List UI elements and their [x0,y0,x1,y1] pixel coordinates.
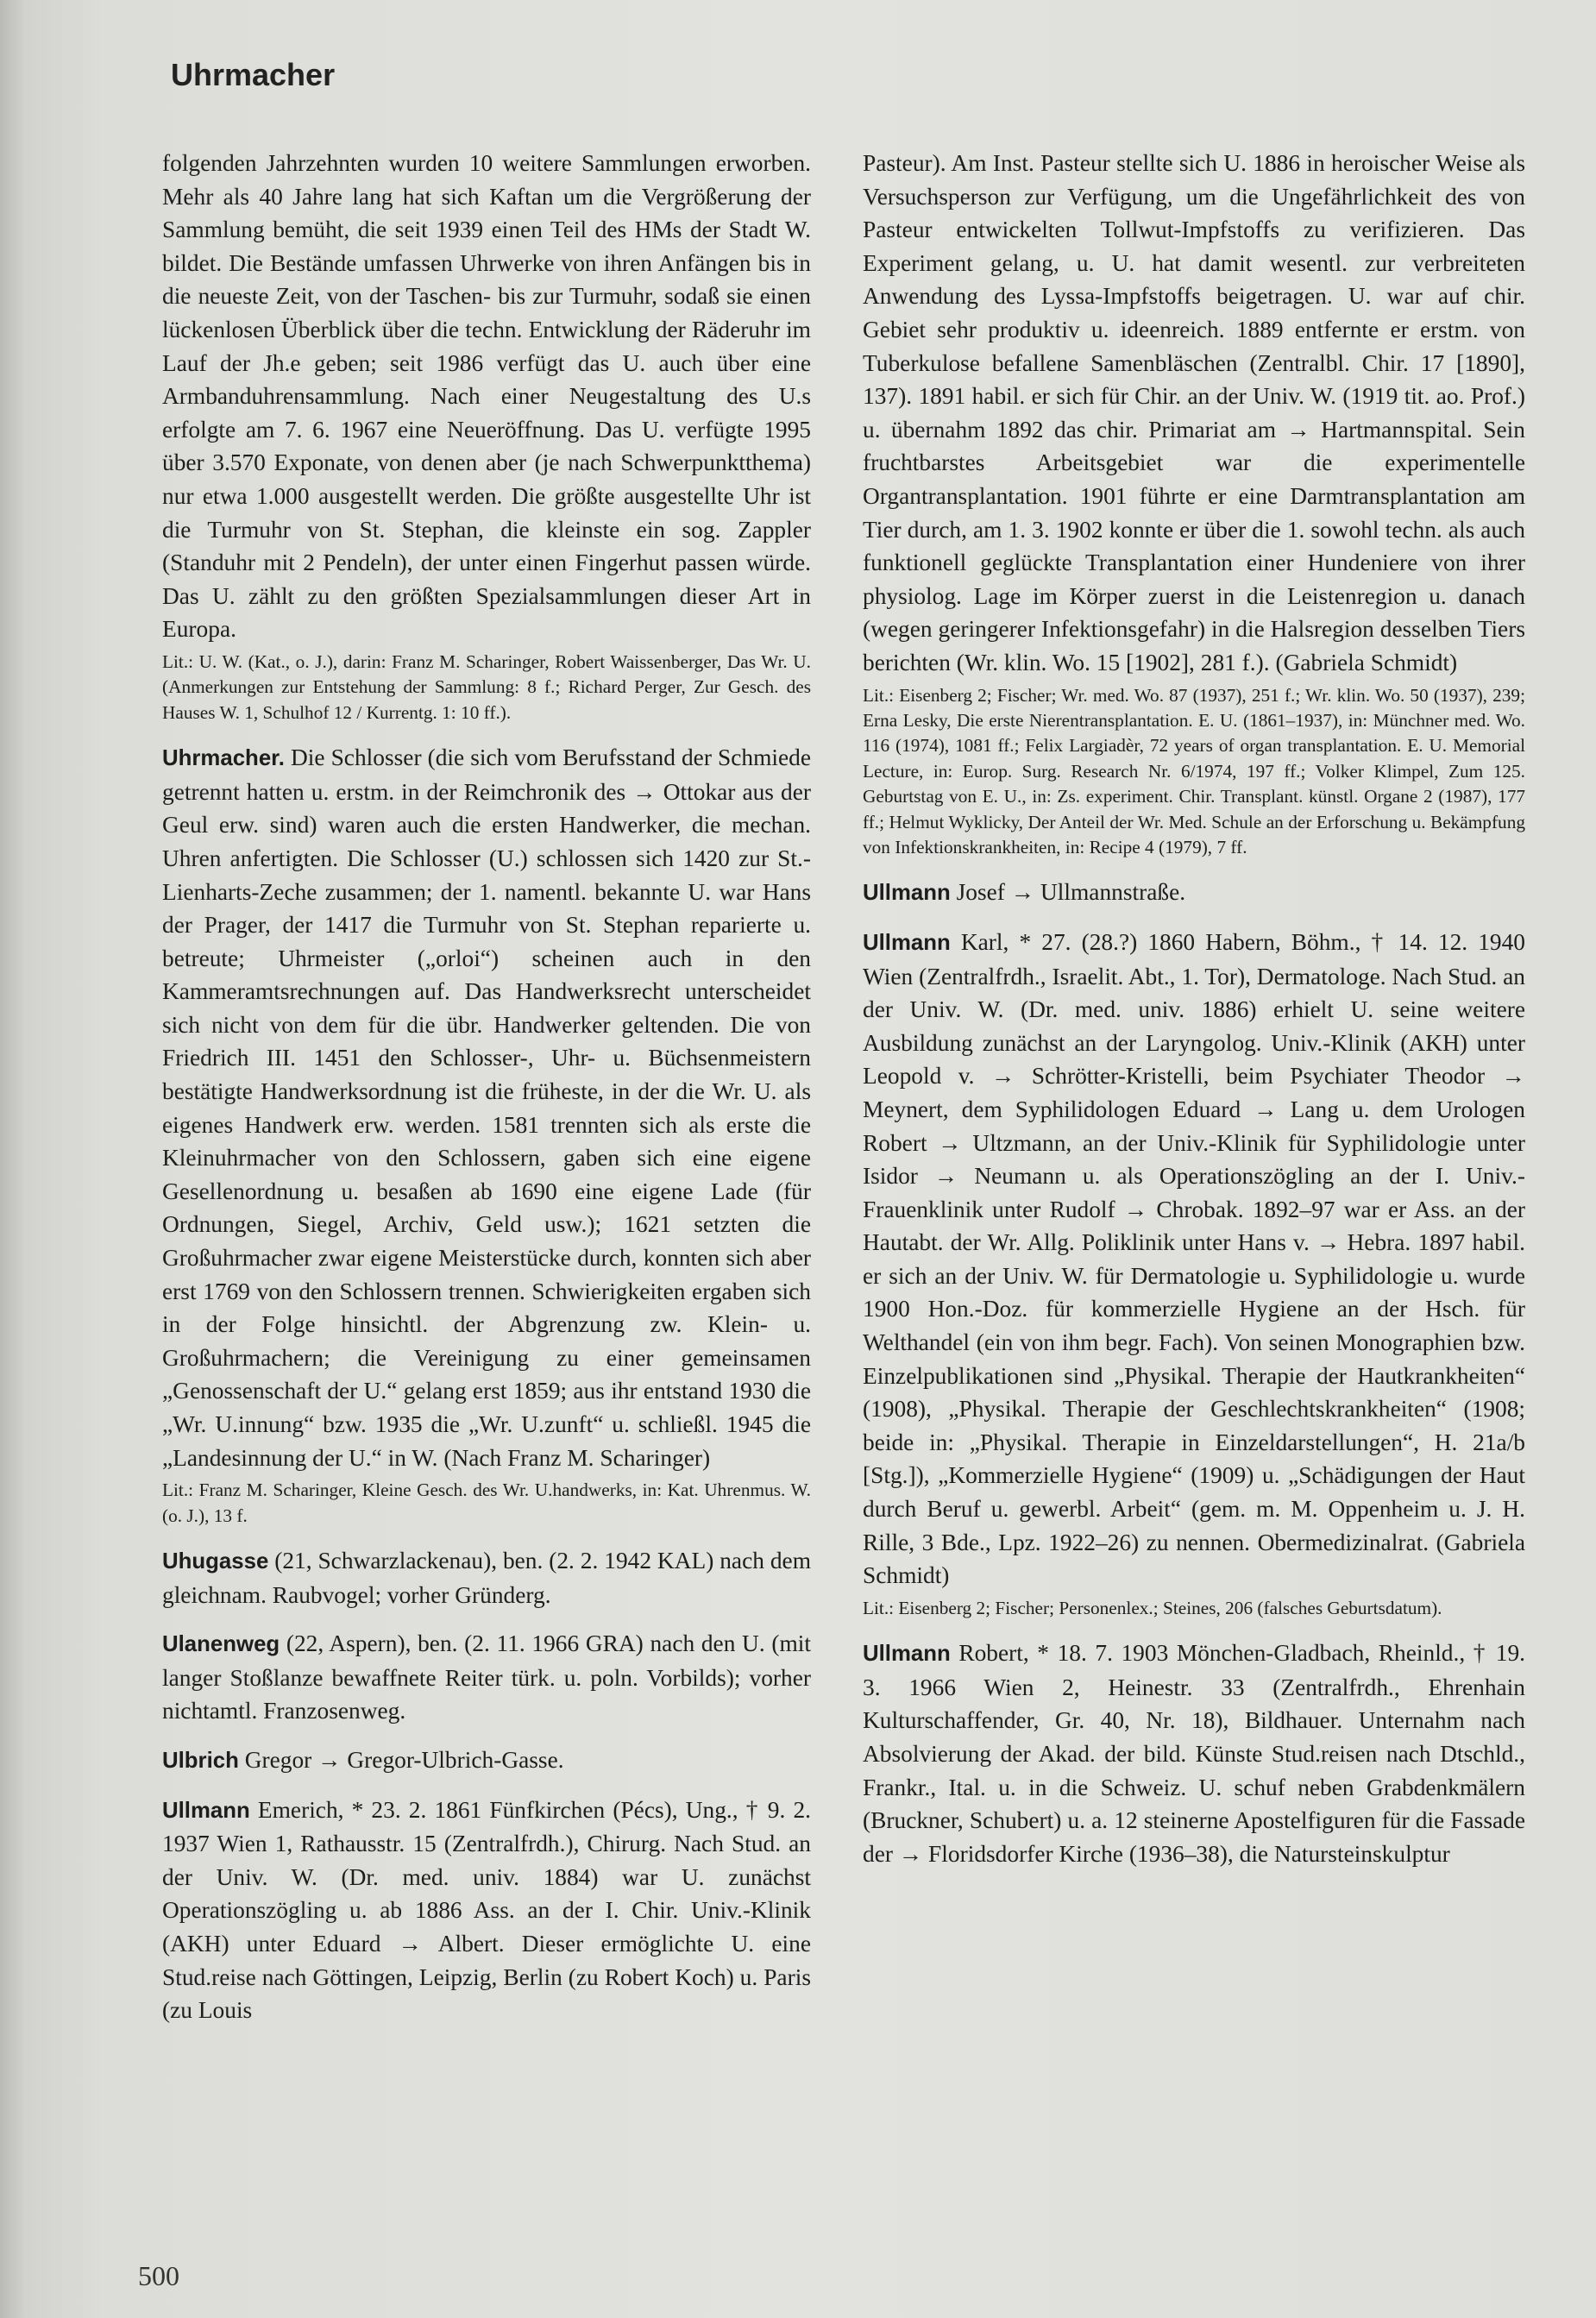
headword: Uhugasse [162,1549,269,1574]
headword: Ulanenweg [162,1632,280,1657]
headword: Uhrmacher. [162,746,285,771]
headword: Ullmann [863,930,951,955]
entry-text: (22, Aspern), ben. (2. 11. 1966 GRA) nach den U. (mit langer Stoßlanze bewaffnete Reiter türk. u. poln. Vorbilds); vorher nichtamtl. Franzosenweg. [162,1630,811,1724]
entry-text: Robert, * 18. 7. 1903 Mönchen-Gladbach, Rheinld., † 19. 3. 1966 Wien 2, Heinestr. 33 (Zentralfrdh., Ehrenhain Kulturschaffender, Gr. 40, Nr. 18), Bildhauer. Unternahm nach Absolvierung der Akad. der bild. Künste Stud.reisen nach Dtschld., Frankr., Ital. u. in die Schweiz. U. schuf neben Grabdenkmälern (Bruckner, Schubert) u. a. 12 steinerne Apostelfiguren für die Fassade der → Floridsdorfer Kirche (1936–38), die Natursteinskulptur [863,1640,1525,1867]
left-column [162,147,811,2027]
running-head: Uhrmacher [171,57,336,92]
entry-uhrmacher [162,741,811,1474]
entry-text: (21, Schwarzlackenau), ben. (2. 2. 1942 KAL) nach dem gleichnam. Raubvogel; vorher Gründerg. [162,1548,811,1608]
paragraph: folgenden Jahrzehnten wurden 10 weitere Sammlungen erworben. Mehr als 40 Jahre lang hat sich Kaftan um die Vergrößerung der Sammlung bemüht, die seit 1939 einen Teil des HMs der Stadt W. bildet. Die Bestände umfassen Uhrwerke von ihren Anfängen bis in die neueste Zeit, von der Taschen- bis zur Turmuhr, sodaß sie einen lückenlosen Überblick über die techn. Entwicklung der Räderuhr im Lauf der Jh.e geben; seit 1986 verfügt das U. auch über eine Armbanduhrensammlung. Nach einer Neugestaltung des U.s erfolgte am 7. 6. 1967 eine Neueröffnung. Das U. verfügte 1995 über 3.570 Exponate, von denen aber (je nach Schwerpunktthema) nur etwa 1.000 ausgestellt werden. Die größte ausgestellte Uhr ist die Turmuhr von St. Stephan, die kleinste ein sog. Zappler (Standuhr mit 2 Pendeln), der unter einen Fingerhut passen würde. Das U. zählt zu den größten Spezialsammlungen dieser Art in Europa. [162,150,811,643]
entry-ullmann-emerich [162,1793,811,2027]
entry-text: Josef → Ullmannstraße. [950,879,1186,906]
entry-text: Karl, * 27. (28.?) 1860 Habern, Böhm., † 14. 12. 1940 Wien (Zentralfrdh., Israelit. Abt., 1. Tor), Dermatologe. Nach Stud. an der Univ. W. (Dr. med. univ. 1886) erhielt U. seine weitere Ausbildung zunächst an der Laryngolog. Univ.-Klinik (AKH) unter Leopold v. → Schrötter-Kristelli, beim Psychiater Theodor → Meynert, dem Syphilidologen Eduard → Lang u. dem Urologen Robert → Ultzmann, an der Univ.-Klinik für Syphilidologie unter Isidor → Neumann u. als Operationszögling an der I. Univ.-Frauenklinik unter Rudolf → Chrobak. 1892–97 war er Ass. an der Hautabt. der Wr. Allg. Poliklinik unter Hans v. → Hebra. 1897 habil. er sich an der Univ. W. für Dermatologie u. Syphilidologie u. wurde 1900 Hon.-Doz. für kommerzielle Hygiene an der Hsch. für Welthandel (ein von ihm begr. Fach). Von seinen Monographien bzw. Einzelpublikationen sind „Physikal. Therapie der Hautkrankheiten“ (1908), „Physikal. Therapie der Geschlechtskrankheiten“ (1908; beide in: „Physikal. Therapie in Einzeldarstellungen“, H. 21a/b [Stg.]), „Kommerzielle Hygiene“ (1909) u. „Schädigungen der Haut durch Beruf u. gewerbl. Arbeit“ (gem. m. M. Oppenheim u. J. H. Rille, 3 Bde., Lpz. 1922–26) zu nennen. Obermedizinalrat. (Gabriela Schmidt) [863,928,1525,1589]
entry-ulanenweg [162,1627,811,1728]
entry-text: Emerich, * 23. 2. 1861 Fünfkirchen (Pécs), Ung., † 9. 2. 1937 Wien 1, Rathausstr. 15 (Zentralfrdh.), Chirurg. Nach Stud. an der Univ. W. (Dr. med. univ. 1884) war U. zunächst Operationszögling u. ab 1886 Ass. an der I. Chir. Univ.-Klinik (AKH) unter Eduard → Albert. Dieser ermöglichte U. eine Stud.reise nach Göttingen, Leipzig, Berlin (zu Robert Koch) u. Paris (zu Louis [162,1796,811,2024]
literature-note: Lit.: U. W. (Kat., o. J.), darin: Franz M. Scharinger, Robert Waissenberger, Das Wr. U. (Anmerkungen zur Entstehung der Sammlung: 8 f.; Richard Perger, Zur Gesch. des Hauses W. 1, Schulhof 12 / Kurrentg. 1: 10 ff.). [162,650,811,723]
paragraph: Pasteur). Am Inst. Pasteur stellte sich U. 1886 in heroischer Weise als Versuchsperson zur Verfügung, um die Ungefährlichkeit des von Pasteur entwickelten Tollwut-Impfstoffs zu verifizieren. Das Experiment gelang, u. U. hat damit wesentl. zur verbreiteten Anwendung des Lyssa-Impfstoffs beigetragen. U. war auf chir. Gebiet sehr produktiv u. ideenreich. 1889 entfernte er erstm. von Tuberkulose befallene Samenbläschen (Zentralbl. Chir. 17 [1890], 137). 1891 habil. er sich für Chir. an der Univ. W. (1919 tit. ao. Prof.) u. übernahm 1892 das chir. Primariat am → Hartmannspital. Sein fruchtbarstes Arbeitsgebiet war die experimentelle Organtransplantation. 1901 führte er eine Darmtransplantation am Tier durch, am 1. 3. 1902 konnte er über die 1. sowohl techn. als auch funktionell geglückte Transplantation einer Hundeniere von ihrer physiolog. Lage im Körper zuerst in die Leistenregion u. danach (wegen geringerer Infektionsgefahr) in die Halsregion desselben Tiers berichten (Wr. klin. Wo. 15 [1902], 281 f.). (Gabriela Schmidt) [863,150,1525,675]
entry-text: Die Schlosser (die sich vom Berufsstand der Schmiede getrennt hatten u. erstm. in der Reimchronik des → Ottokar aus der Geul erw. sind) waren auch die ersten Handwerker, die mechan. Uhren anfertigten. Die Schlosser (U.) schlossen sich 1420 zur St.-Lienharts-Zeche zusammen; der 1. namentl. bekannte U. war Hans der Prager, der 1417 die Turmuhr von St. Stephan reparierte u. betreute; Uhrmeister („orloi“) scheinen auch in den Kammeramtsrechnungen auf. Das Handwerksrecht unterscheidet sich nicht von dem für die übr. Handwerker geltenden. Die von Friedrich III. 1451 den Schlosser-, Uhr- u. Büchsenmeistern bestätigte Handwerksordnung ist die früheste, in der die Wr. U. als eigenes Handwerk erw. werden. 1581 trennten sich als erste die Kleinuhrmacher von den Schlossern, gaben sich eine eigene Gesellenordnung u. besaßen ab 1690 eine eigene Lade (für Ordnungen, Siegel, Archiv, Geld usw.); 1621 setzten die Großuhrmacher zwar eigene Meisterstücke durch, konnten sich aber erst 1769 von den Schlossern trennen. Schwierigkeiten ergaben sich in der Folge hinsichtl. der Abgrenzung zw. Klein- u. Großuhrmachern; die Vereinigung zu einer gemeinsamen „Genossenschaft der U.“ gelang erst 1859; aus ihr entstand 1930 die „Wr. U.innung“ bzw. 1935 die „Wr. U.zunft“ u. schließl. 1945 die „Landesinnung der U.“ in W. (Nach Franz M. Scharinger) [162,744,811,1471]
literature-note: Lit.: Franz M. Scharinger, Kleine Gesch. des Wr. U.handwerks, in: Kat. Uhrenmus. W. (o. J.), 13 f. [162,1479,811,1526]
right-column [863,147,1525,1870]
headword: Ulbrich [162,1748,239,1773]
entry-text: Gregor → Gregor-Ulbrich-Gasse. [238,1746,564,1773]
entry-ullmann-karl [863,926,1525,1592]
entry-ulbrich [162,1743,811,1778]
entry-ullmann-josef [863,876,1525,910]
headword: Ullmann [863,881,951,906]
entry-uhugasse [162,1544,811,1611]
literature-note: Lit.: Eisenberg 2; Fischer; Wr. med. Wo. 87 (1937), 251 f.; Wr. klin. Wo. 50 (1937), 239; Erna Lesky, Die erste Nierentransplantation. E. U. (1861–1937), in: Münchner med. Wo. 116 (1974), 1081 ff.; Felix Largiadèr, 72 years of organ transplantation. E. U. Memorial Lecture, in: Europ. Surg. Research Nr. 6/1974, 197 ff.; Volker Klimpel, Zum 125. Geburtstag von E. U., in: Zs. experiment. Chir. Transplant. künstl. Organe 2 (1987), 177 ff.; Helmut Wyklicky, Der Anteil der Wr. Med. Schule an der Erforschung u. Bekämpfung von Infektionskrankheiten, in: Recipe 4 (1979), 7 ff. [863,684,1525,857]
literature-note: Lit.: Eisenberg 2; Fischer; Personenlex.; Steines, 206 (falsches Geburtsdatum). [863,1597,1442,1618]
page-number: 500 [138,2260,179,2291]
headword: Ullmann [162,1798,250,1823]
headword: Ullmann [863,1642,951,1667]
entry-ullmann-robert [863,1636,1525,1870]
